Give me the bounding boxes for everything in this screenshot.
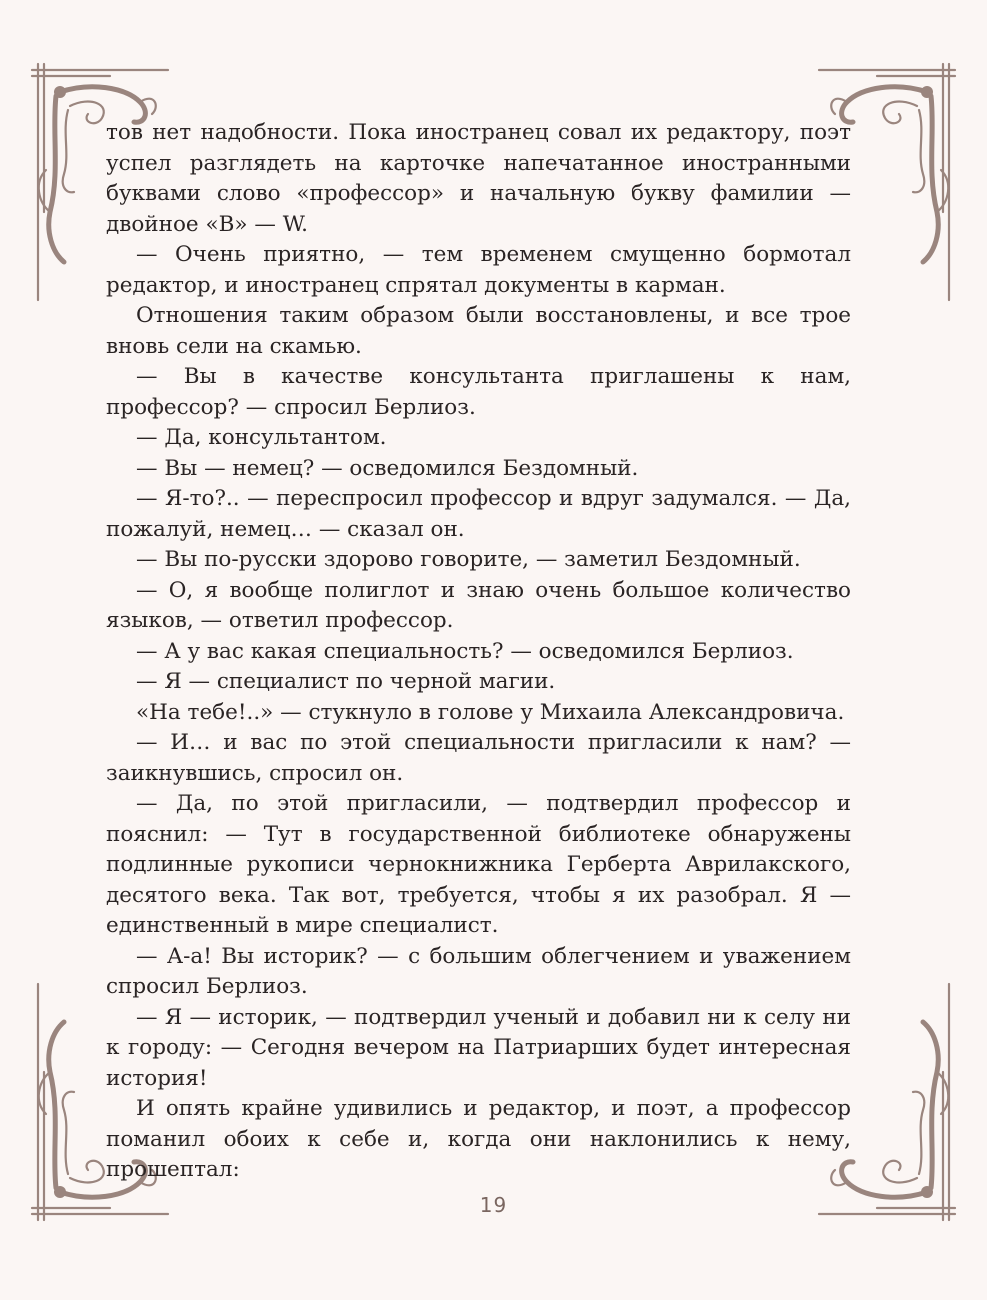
paragraph: Отношения таким образом были восстановлены, и все трое вновь сели на скамью.	[106, 303, 851, 359]
paragraph: — Вы по-русски здорово говорите, — заметил Бездомный.	[136, 547, 801, 572]
paragraph: — О, я вообще полиглот и знаю очень большое количество языков, — ответил профессор.	[106, 577, 851, 633]
paragraph: — Я — историк, — подтвердил ученый и добавил ни к селу ни к городу: — Сегодня вечером на Патриарших будет интересная история!	[106, 1004, 851, 1091]
paragraph: И опять крайне удивились и редактор, и поэт, а профессор поманил обоих к себе и, когда они наклонились к нему, прошептал:	[106, 1096, 851, 1182]
paragraph: — И… и вас по этой специальности пригласили к нам? — заикнувшись, спросил он.	[106, 730, 851, 786]
paragraph: — Да, консультантом.	[136, 425, 387, 450]
paragraph: «На тебе!..» — стукнуло в голове у Михаила Александровича.	[136, 699, 845, 725]
paragraph: — Вы — немец? — осведомился Бездомный.	[136, 455, 639, 481]
paragraph: — А у вас какая специальность? — осведомился Берлиоз.	[136, 638, 794, 664]
paragraph: тов нет надобности. Пока иностранец совал их редактору, поэт успел разглядеть на карточке напечатанное иностранными буквами слово «профессор» и начальную букву фамилии — двойное «В» — W.	[106, 120, 851, 237]
paragraph: — А-а! Вы историк? — с большим облегчением и уважением спросил Берлиоз.	[106, 943, 851, 999]
paragraph: — Да, по этой пригласили, — подтвердил профессор и пояснил: — Тут в государственной библиотеке обнаружены подлинные рукописи чернокнижника Герберта Аврилакского, десятого века. Так вот, требуется, чтобы я их разобрал. Я — единственный в мире специалист.	[106, 791, 851, 938]
paragraph: — Я — специалист по черной магии.	[136, 669, 556, 694]
page-number: 19	[479, 1193, 508, 1217]
paragraph: — Я-то?.. — переспросил профессор и вдруг задумался. — Да, пожалуй, немец… — сказал он.	[106, 486, 851, 542]
body-text	[106, 118, 851, 1186]
paragraph: — Вы в качестве консультанта приглашены к нам, профессор? — спросил Берлиоз.	[106, 364, 851, 420]
paragraph: — Очень приятно, — тем временем смущенно бормотал редактор, и иностранец спрятал документы в карман.	[106, 242, 851, 298]
